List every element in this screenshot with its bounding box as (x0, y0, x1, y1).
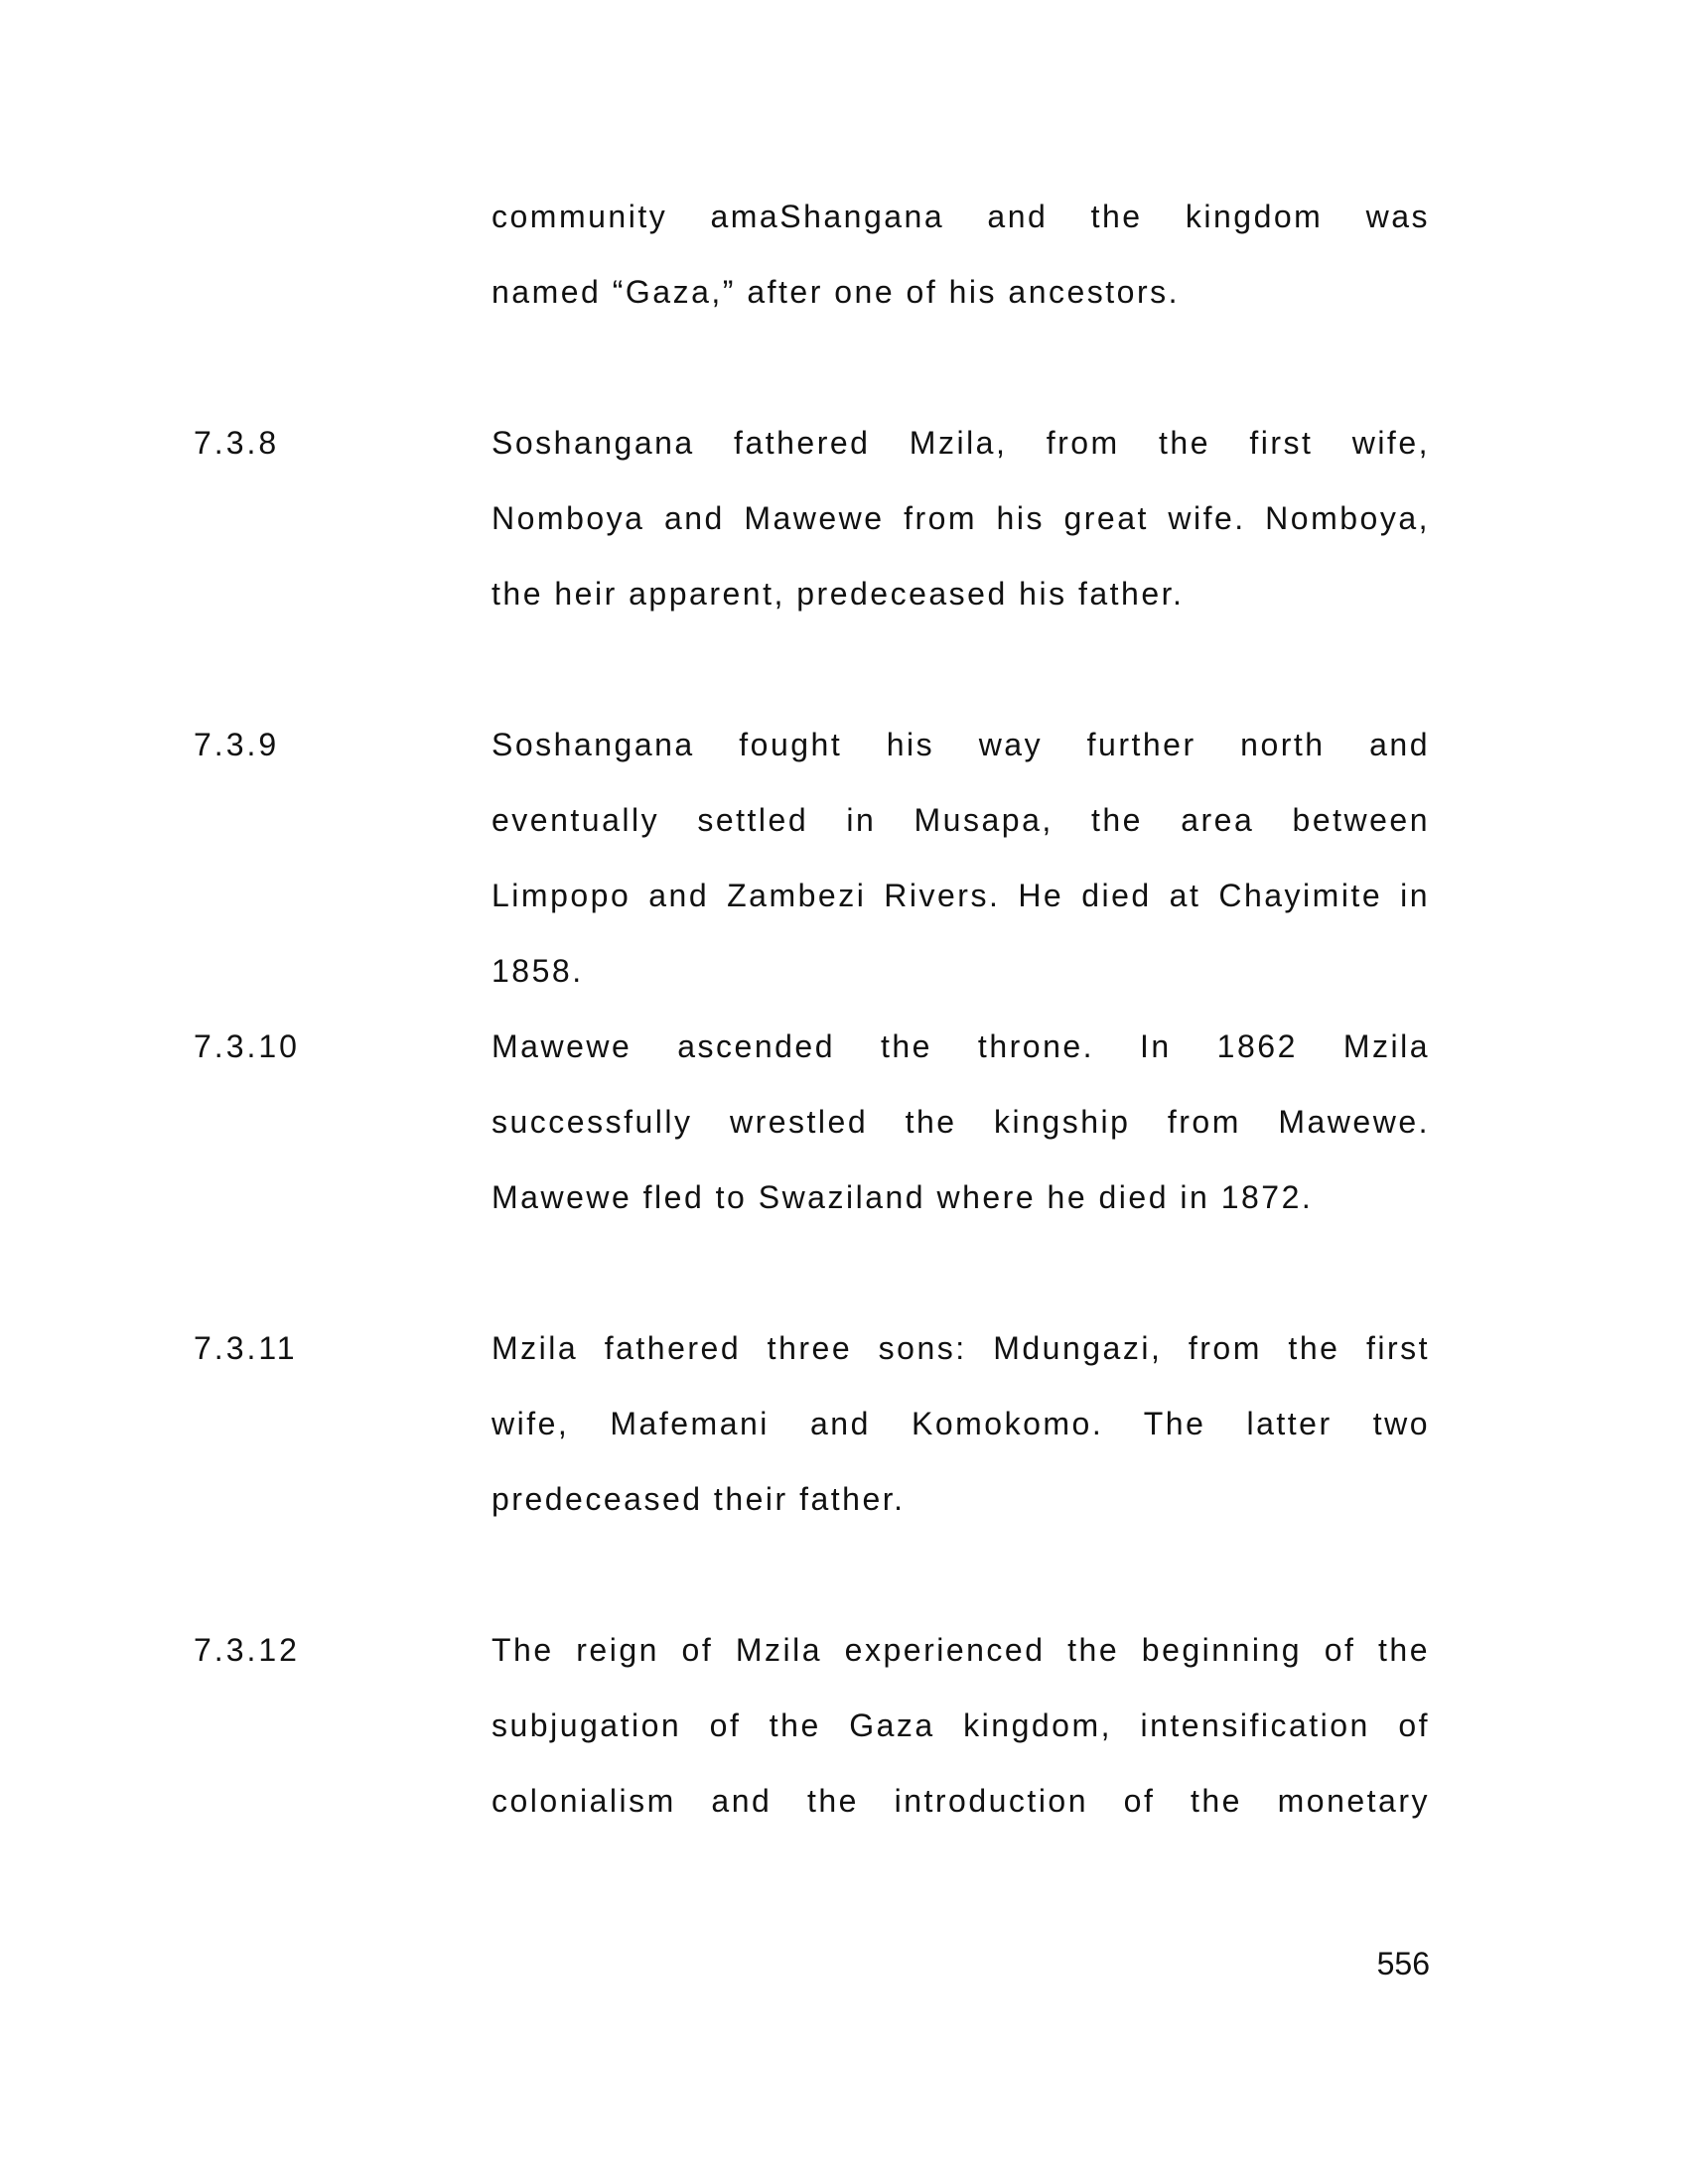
text-line: colonialism and the introduction of the monetary (492, 1783, 1430, 1819)
text-line: predeceased their father. (492, 1481, 906, 1517)
text-line: wife, Mafemani and Komokomo. The latter two (492, 1406, 1430, 1441)
text-line: the heir apparent, predeceased his father. (492, 576, 1185, 612)
paragraph-text (492, 179, 1430, 330)
section-number: 7.3.10 (194, 1028, 300, 1064)
text-line: Mawewe fled to Swaziland where he died in 1872. (492, 1179, 1314, 1215)
paragraph-text (492, 707, 1430, 1009)
text-line: Nomboya and Mawewe from his great wife. Nomboya, (492, 500, 1430, 536)
section-number: 7.3.8 (194, 425, 280, 461)
section-number: 7.3.12 (194, 1632, 300, 1668)
text-line: 1858. (492, 953, 584, 989)
section-number: 7.3.11 (194, 1330, 298, 1366)
text-line: successfully wrestled the kingship from Mawewe. (492, 1104, 1430, 1140)
paragraph-text (492, 1612, 1430, 1839)
text-line: Mzila fathered three sons: Mdungazi, from the first (492, 1330, 1430, 1366)
paragraph-text (492, 405, 1430, 631)
text-line: Soshangana fought his way further north and (492, 727, 1430, 762)
text-line: eventually settled in Musapa, the area between (492, 802, 1430, 838)
text-line: The reign of Mzila experienced the beginning of the (492, 1632, 1430, 1668)
page-number: 556 (1376, 1946, 1430, 1981)
text-line: Limpopo and Zambezi Rivers. He died at Chayimite in (492, 878, 1430, 913)
text-line: Mawewe ascended the throne. In 1862 Mzila (492, 1028, 1430, 1064)
paragraph-text (492, 1310, 1430, 1537)
paragraph-text (492, 1009, 1430, 1235)
text-line: named “Gaza,” after one of his ancestors. (492, 274, 1181, 310)
text-line: subjugation of the Gaza kingdom, intensification of (492, 1707, 1430, 1743)
section-number: 7.3.9 (194, 727, 280, 762)
text-line: Soshangana fathered Mzila, from the first wife, (492, 425, 1430, 461)
text-line: community amaShangana and the kingdom was (492, 199, 1430, 234)
